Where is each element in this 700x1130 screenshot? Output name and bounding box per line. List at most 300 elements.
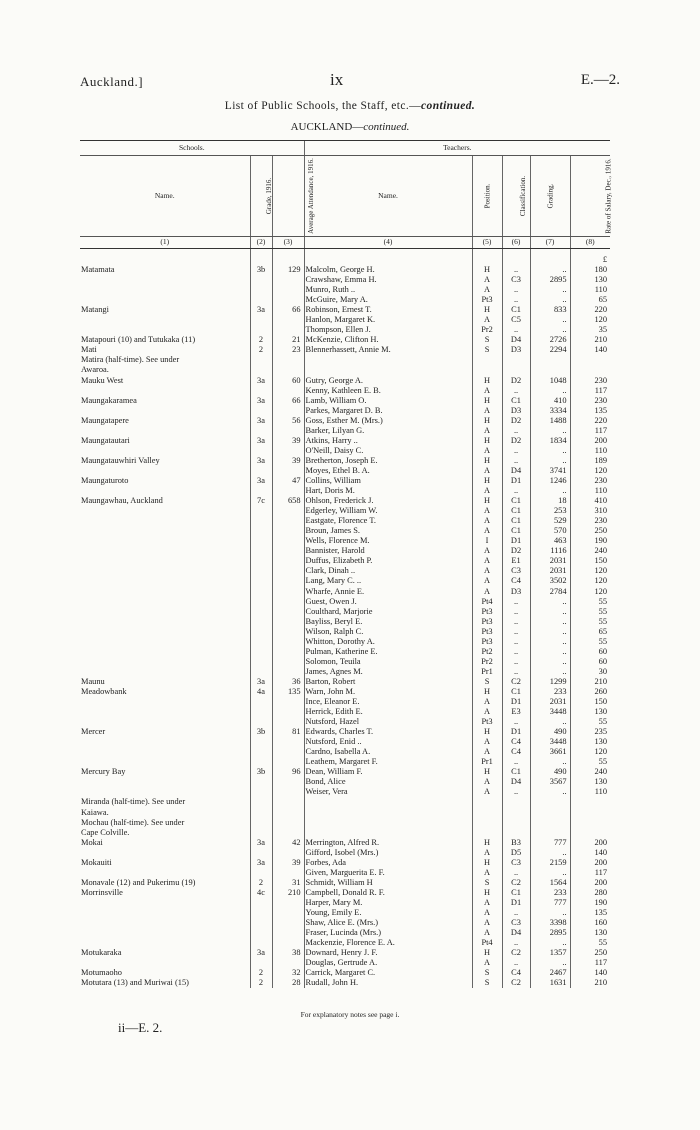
cell-grade (250, 717, 272, 727)
cell-classification (502, 797, 530, 807)
col-header-grade (250, 156, 272, 237)
cell-position: H (472, 416, 502, 426)
cell-position: A (472, 587, 502, 597)
cell-attendance: 66 (272, 305, 304, 315)
cell-attendance (272, 526, 304, 536)
cell-grading: 777 (530, 898, 570, 908)
cell-classification: .. (502, 647, 530, 657)
table-row (80, 797, 610, 807)
table-row (80, 868, 610, 878)
cell-position: Pt3 (472, 627, 502, 637)
cell-salary: 200 (570, 838, 610, 848)
cell-school-name: Mokauiti (81, 857, 112, 867)
cell-school-name (80, 285, 250, 295)
cell-grading: .. (530, 717, 570, 727)
table-row (80, 285, 610, 295)
cell-teacher-name: Campbell, Donald R. F. (304, 888, 472, 898)
cell-school-name (80, 787, 250, 797)
cell-position: A (472, 506, 502, 516)
cell-grade (250, 355, 272, 365)
cell-school-name: Awaroa. (81, 365, 109, 375)
cell-attendance (272, 657, 304, 667)
cell-school-name (80, 868, 250, 878)
cell-grade: 3a (250, 677, 272, 687)
table-row (80, 717, 610, 727)
cell-teacher-name: Edgerley, William W. (304, 506, 472, 516)
cell-grading: 2031 (530, 556, 570, 566)
cell-salary: 117 (570, 386, 610, 396)
cell-classification: D5 (502, 848, 530, 858)
cell-teacher-name: Bannister, Harold (304, 546, 472, 556)
cell-grade: 3b (250, 767, 272, 777)
cell-attendance (272, 325, 304, 335)
cell-classification: C3 (502, 918, 530, 928)
cell-position: I (472, 536, 502, 546)
col-number-7: (7) (530, 237, 570, 249)
cell-teacher-name: Fraser, Lucinda (Mrs.) (304, 928, 472, 938)
cell-school-name (80, 546, 250, 556)
cell-attendance: 23 (272, 345, 304, 355)
footnote: For explanatory notes see page i. (300, 1010, 400, 1019)
cell-teacher-name: Ince, Eleanor E. (304, 697, 472, 707)
cell-grading: .. (530, 938, 570, 948)
cell-salary: 55 (570, 757, 610, 767)
cell-salary: 200 (570, 858, 610, 868)
cell-teacher-name: Carrick, Margaret C. (304, 968, 472, 978)
cell-position: S (472, 878, 502, 888)
cell-school-name: Mokai (81, 837, 103, 847)
running-head-right: E.—2. (580, 72, 620, 88)
cell-teacher-name: Edwards, Charles T. (304, 727, 472, 737)
cell-grade (250, 647, 272, 657)
table-row (80, 386, 610, 396)
cell-school-name: Mercer (81, 727, 106, 737)
cell-grading: .. (530, 667, 570, 677)
cell-school-name (80, 466, 250, 476)
cell-classification: D4 (502, 777, 530, 787)
table-row (80, 617, 610, 627)
cell-classification: .. (502, 265, 530, 275)
cell-grade: 3a (250, 456, 272, 466)
cell-grade (250, 446, 272, 456)
table-row (80, 828, 610, 838)
cell-school-name: Mauku West (81, 375, 124, 385)
cell-grading: .. (530, 637, 570, 647)
cell-grade (250, 386, 272, 396)
cell-teacher-name: Broun, James S. (304, 526, 472, 536)
cell-school-name (80, 637, 250, 647)
cell-salary: 55 (570, 938, 610, 948)
cell-position: Pt3 (472, 607, 502, 617)
cell-attendance: 129 (272, 265, 304, 275)
cell-grade (250, 617, 272, 627)
cell-attendance (272, 797, 304, 807)
cell-classification: C1 (502, 767, 530, 777)
cell-grade (250, 828, 272, 838)
cell-school-name: Maungawhau, Auckland (81, 496, 163, 506)
cell-classification: .. (502, 285, 530, 295)
cell-position (472, 818, 502, 828)
cell-grade: 3a (250, 436, 272, 446)
cell-grade (250, 868, 272, 878)
table-row (80, 968, 610, 978)
cell-grading: 2895 (530, 275, 570, 285)
cell-salary: 210 (570, 978, 610, 988)
cell-school-name: Maungatauwhiri Valley (81, 455, 160, 465)
cell-grade (250, 526, 272, 536)
cell-attendance: 81 (272, 727, 304, 737)
col-number-6: (6) (502, 237, 530, 249)
cell-classification: C3 (502, 566, 530, 576)
cell-teacher-name: Wharfe, Annie E. (304, 587, 472, 597)
cell-salary: 160 (570, 918, 610, 928)
cell-school-name (80, 627, 250, 637)
table-row (80, 365, 610, 375)
table-row (80, 426, 610, 436)
cell-teacher-name: Coulthard, Marjorie (304, 607, 472, 617)
table-row (80, 858, 610, 868)
cell-grade (250, 918, 272, 928)
cell-position: A (472, 315, 502, 325)
cell-grade (250, 667, 272, 677)
cell-teacher-name: Bond, Alice (304, 777, 472, 787)
page-subtitle (0, 121, 700, 133)
cell-teacher-name: Merrington, Alfred R. (304, 838, 472, 848)
cell-teacher-name: Young, Emily E. (304, 908, 472, 918)
col-header-position (472, 156, 502, 237)
table-row (80, 627, 610, 637)
cell-school-name (80, 647, 250, 657)
cell-position: S (472, 677, 502, 687)
cell-grading: 833 (530, 305, 570, 315)
cell-grading: .. (530, 597, 570, 607)
cell-salary: 117 (570, 958, 610, 968)
cell-grading: .. (530, 607, 570, 617)
cell-classification: D3 (502, 406, 530, 416)
table-row (80, 275, 610, 285)
cell-position: H (472, 456, 502, 466)
cell-position: H (472, 265, 502, 275)
cell-teacher-name: Dean, William F. (304, 767, 472, 777)
cell-classification: D1 (502, 898, 530, 908)
table-row (80, 436, 610, 446)
cell-teacher-name: Moyes, Ethel B. A. (304, 466, 472, 476)
cell-school-name (80, 747, 250, 757)
cell-grade: 2 (250, 968, 272, 978)
cell-salary: 140 (570, 968, 610, 978)
cell-classification: .. (502, 717, 530, 727)
cell-classification (502, 365, 530, 375)
cell-teacher-name (304, 797, 472, 807)
cell-teacher-name: Mackenzie, Florence E. A. (304, 938, 472, 948)
cell-salary: 230 (570, 476, 610, 486)
table-row (80, 757, 610, 767)
cell-position (472, 355, 502, 365)
col-header-salary-text: Rate of Salary, Dec., 1916. (604, 158, 613, 234)
cell-grade (250, 848, 272, 858)
cell-school-name (80, 536, 250, 546)
cell-classification: C2 (502, 978, 530, 988)
cell-attendance: 28 (272, 978, 304, 988)
cell-position: H (472, 948, 502, 958)
cell-grading (530, 365, 570, 375)
cell-grading: .. (530, 787, 570, 797)
cell-salary: 110 (570, 285, 610, 295)
table-row (80, 647, 610, 657)
cell-teacher-name: Solomon, Teuila (304, 657, 472, 667)
cell-school-name (80, 426, 250, 436)
cell-position: A (472, 707, 502, 717)
cell-school-name (80, 667, 250, 677)
currency-symbol: £ (570, 249, 610, 266)
cell-classification: C4 (502, 737, 530, 747)
cell-school-name: Mochau (half-time). See under (81, 817, 185, 827)
table-row (80, 767, 610, 777)
page-title (0, 100, 700, 112)
table-row (80, 416, 610, 426)
cell-teacher-name: Shaw, Alice E. (Mrs.) (304, 918, 472, 928)
table-row (80, 295, 610, 305)
cell-classification: .. (502, 667, 530, 677)
cell-teacher-name: Kenny, Kathleen E. B. (304, 386, 472, 396)
cell-attendance (272, 828, 304, 838)
cell-attendance (272, 506, 304, 516)
cell-school-name: Meadowbank (81, 686, 127, 696)
cell-school-name (80, 697, 250, 707)
cell-grading: 1357 (530, 948, 570, 958)
table-row (80, 958, 610, 968)
cell-position: A (472, 285, 502, 295)
cell-salary: 230 (570, 376, 610, 386)
table-row (80, 516, 610, 526)
cell-attendance: 56 (272, 416, 304, 426)
cell-grading: .. (530, 908, 570, 918)
table-row (80, 466, 610, 476)
col-header-salary (570, 156, 613, 237)
cell-salary: 130 (570, 707, 610, 717)
cell-grade (250, 587, 272, 597)
cell-attendance: 39 (272, 456, 304, 466)
cell-school-name (80, 587, 250, 597)
cell-attendance (272, 697, 304, 707)
cell-teacher-name: Douglas, Gertrude A. (304, 958, 472, 968)
cell-grade: 2 (250, 978, 272, 988)
table-row (80, 556, 610, 566)
cell-grading: 233 (530, 888, 570, 898)
cell-grading: 3567 (530, 777, 570, 787)
cell-position (472, 797, 502, 807)
cell-grade (250, 597, 272, 607)
cell-classification: C1 (502, 506, 530, 516)
cell-grade: 3a (250, 838, 272, 848)
cell-position: A (472, 386, 502, 396)
col-header-position-text: Position. (483, 183, 492, 209)
cell-school-name (80, 566, 250, 576)
col-header-grading (530, 156, 570, 237)
cell-grade: 3b (250, 265, 272, 275)
cell-school-name (80, 918, 250, 928)
cell-attendance (272, 607, 304, 617)
cell-grading: 2467 (530, 968, 570, 978)
cell-teacher-name: Schmidt, William H (304, 878, 472, 888)
cell-grade (250, 928, 272, 938)
cell-attendance (272, 275, 304, 285)
cell-grade (250, 536, 272, 546)
cell-classification: .. (502, 325, 530, 335)
cell-salary: 310 (570, 506, 610, 516)
cell-classification: .. (502, 295, 530, 305)
table-row (80, 657, 610, 667)
cell-grading: 3741 (530, 466, 570, 476)
cell-position: Pt3 (472, 637, 502, 647)
cell-attendance (272, 868, 304, 878)
cell-position: A (472, 958, 502, 968)
cell-attendance: 42 (272, 838, 304, 848)
cell-attendance (272, 295, 304, 305)
cell-attendance (272, 466, 304, 476)
cell-grade (250, 908, 272, 918)
cell-grade: 3a (250, 948, 272, 958)
cell-classification: D1 (502, 476, 530, 486)
cell-school-name: Matangi (81, 305, 109, 315)
cell-school-name: Mercury Bay (81, 767, 126, 777)
cell-position (472, 365, 502, 375)
cell-school-name: Monavale (12) and Pukerimu (19) (81, 877, 196, 887)
cell-classification: .. (502, 787, 530, 797)
cell-school-name: Motukaraka (81, 948, 122, 958)
cell-grading: 1488 (530, 416, 570, 426)
table-row (80, 667, 610, 677)
cell-teacher-name (304, 808, 472, 818)
cell-attendance (272, 285, 304, 295)
group-header-teachers: Teachers. (304, 141, 610, 156)
cell-grade (250, 757, 272, 767)
cell-grade: 4c (250, 888, 272, 898)
cell-classification: C4 (502, 968, 530, 978)
cell-teacher-name: Thompson, Ellen J. (304, 325, 472, 335)
cell-teacher-name: Bretherton, Joseph E. (304, 456, 472, 466)
cell-teacher-name (304, 355, 472, 365)
cell-attendance: 210 (272, 888, 304, 898)
cell-classification: .. (502, 426, 530, 436)
cell-salary: 189 (570, 456, 610, 466)
cell-position: S (472, 978, 502, 988)
cell-grade (250, 898, 272, 908)
cell-attendance (272, 597, 304, 607)
cell-salary: 240 (570, 767, 610, 777)
cell-salary: 117 (570, 868, 610, 878)
cell-school-name: Maungakaramea (81, 395, 137, 405)
cell-classification: C1 (502, 305, 530, 315)
cell-classification: E3 (502, 707, 530, 717)
cell-salary: 220 (570, 305, 610, 315)
cell-classification: C4 (502, 747, 530, 757)
cell-teacher-name: Whitton, Dorothy A. (304, 637, 472, 647)
cell-grading: 3661 (530, 747, 570, 757)
page-subtitle-main: AUCKLAND— (290, 121, 364, 133)
cell-grading: .. (530, 617, 570, 627)
cell-salary: 240 (570, 546, 610, 556)
cell-position: Pt3 (472, 717, 502, 727)
cell-attendance: 32 (272, 968, 304, 978)
cell-teacher-name (304, 365, 472, 375)
cell-position: A (472, 868, 502, 878)
cell-grading: 2784 (530, 587, 570, 597)
cell-teacher-name: Cardno, Isabella A. (304, 747, 472, 757)
cell-classification: C2 (502, 677, 530, 687)
cell-classification: .. (502, 456, 530, 466)
table-row (80, 406, 610, 416)
cell-attendance (272, 355, 304, 365)
table-row (80, 456, 610, 466)
cell-position: Pt4 (472, 938, 502, 948)
table-row (80, 697, 610, 707)
cell-attendance (272, 808, 304, 818)
cell-school-name: Mati (81, 345, 97, 355)
cell-school-name: Maungatautari (81, 435, 130, 445)
cell-teacher-name: Downard, Henry J. F. (304, 948, 472, 958)
cell-salary: 120 (570, 466, 610, 476)
cell-classification: .. (502, 908, 530, 918)
cell-grading: 2031 (530, 697, 570, 707)
cell-teacher-name: Malcolm, George H. (304, 265, 472, 275)
table-row (80, 898, 610, 908)
cell-teacher-name: James, Agnes M. (304, 667, 472, 677)
table-row (80, 747, 610, 757)
cell-grade (250, 556, 272, 566)
cell-classification: .. (502, 486, 530, 496)
cell-attendance (272, 918, 304, 928)
cell-classification: C4 (502, 576, 530, 586)
cell-position: Pr2 (472, 657, 502, 667)
cell-attendance: 60 (272, 376, 304, 386)
cell-grading: 529 (530, 516, 570, 526)
page-title-cont: continued. (421, 100, 476, 112)
cell-school-name: Matira (half-time). See under (81, 355, 180, 365)
running-head-left: Auckland.] (80, 74, 144, 89)
cell-salary: 230 (570, 396, 610, 406)
cell-school-name (80, 707, 250, 717)
cell-salary: 230 (570, 516, 610, 526)
cell-salary: 120 (570, 747, 610, 757)
cell-attendance (272, 536, 304, 546)
cell-grade: 2 (250, 878, 272, 888)
cell-school-name (80, 657, 250, 667)
cell-attendance (272, 546, 304, 556)
cell-school-name: Cape Colville. (81, 827, 130, 837)
cell-teacher-name: Given, Marguerita E. F. (304, 868, 472, 878)
cell-salary: 35 (570, 325, 610, 335)
cell-position: A (472, 546, 502, 556)
table-row (80, 777, 610, 787)
cell-teacher-name: Duffus, Elizabeth P. (304, 556, 472, 566)
cell-attendance (272, 446, 304, 456)
cell-school-name: Matapouri (10) and Tutukaka (11) (81, 335, 196, 345)
cell-grade (250, 797, 272, 807)
table-row (80, 315, 610, 325)
cell-grading (530, 355, 570, 365)
cell-salary: 200 (570, 436, 610, 446)
table-row (80, 496, 610, 506)
cell-classification: .. (502, 958, 530, 968)
cell-grade (250, 406, 272, 416)
cell-grade: 3a (250, 305, 272, 315)
cell-attendance (272, 908, 304, 918)
cell-teacher-name: Ohlson, Frederick J. (304, 496, 472, 506)
cell-teacher-name: McGuire, Mary A. (304, 295, 472, 305)
table-row (80, 687, 610, 697)
cell-classification: .. (502, 597, 530, 607)
